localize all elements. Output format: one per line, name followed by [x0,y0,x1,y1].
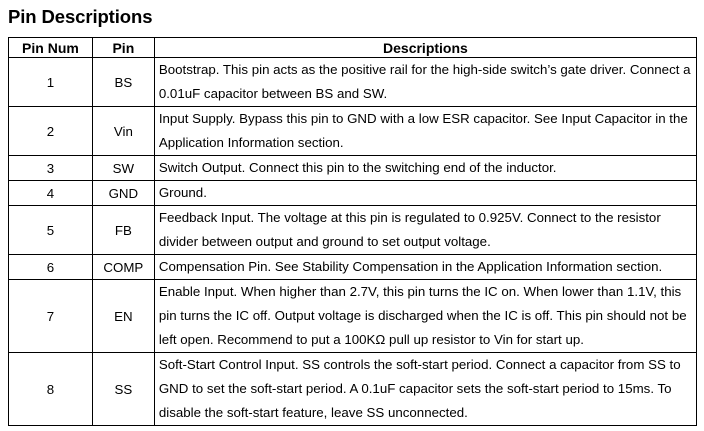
pin-name-cell: COMP [92,255,154,280]
pin-number-cell: 5 [9,206,93,255]
pin-name-cell: BS [92,58,154,107]
pin-description-cell: Input Supply. Bypass this pin to GND with a low ESR capacitor. See Input Capacitor in the Application Information section. [154,107,696,156]
pin-description-cell: Soft-Start Control Input. SS controls the soft-start period. Connect a capacitor from SS to GND to set the soft-start period. A 0.1uF capacitor sets the soft-start period to 15ms. To disable the soft-start feature, leave SS unconnected. [154,353,696,426]
pin-name-cell: SS [92,353,154,426]
table-row [9,181,697,206]
header-pin-num: Pin Num [9,38,93,58]
pin-description-cell: Feedback Input. The voltage at this pin is regulated to 0.925V. Connect to the resistor divider between output and ground to set output voltage. [154,206,696,255]
header-descriptions: Descriptions [154,38,696,58]
pin-description-cell: Ground. [154,181,696,206]
pin-description-cell: Enable Input. When higher than 2.7V, this pin turns the IC on. When lower than 1.1V, this pin turns the IC off. Output voltage is discharged when the IC is off. This pin should not be left open. Recommend to put a 100KΩ pull up resistor to Vin for start up. [154,280,696,353]
pin-description-cell: Switch Output. Connect this pin to the switching end of the inductor. [154,156,696,181]
pin-description-cell: Compensation Pin. See Stability Compensation in the Application Information section. [154,255,696,280]
pin-name-cell: SW [92,156,154,181]
pin-descriptions-table [8,37,697,426]
pin-description-cell: Bootstrap. This pin acts as the positive rail for the high-side switch’s gate driver. Connect a 0.01uF capacitor between BS and SW. [154,58,696,107]
pin-name-cell: GND [92,181,154,206]
pin-number-cell: 1 [9,58,93,107]
table-row [9,156,697,181]
pin-number-cell: 4 [9,181,93,206]
table-row [9,255,697,280]
table-row [9,58,697,107]
table-row [9,206,697,255]
table-header-row [9,38,697,58]
table-row [9,353,697,426]
pin-number-cell: 3 [9,156,93,181]
pin-number-cell: 2 [9,107,93,156]
pin-number-cell: 6 [9,255,93,280]
pin-name-cell: EN [92,280,154,353]
pin-name-cell: Vin [92,107,154,156]
table-row [9,280,697,353]
page-title: Pin Descriptions [8,6,153,27]
pin-number-cell: 7 [9,280,93,353]
pin-name-cell: FB [92,206,154,255]
pin-number-cell: 8 [9,353,93,426]
header-pin: Pin [92,38,154,58]
table-row [9,107,697,156]
